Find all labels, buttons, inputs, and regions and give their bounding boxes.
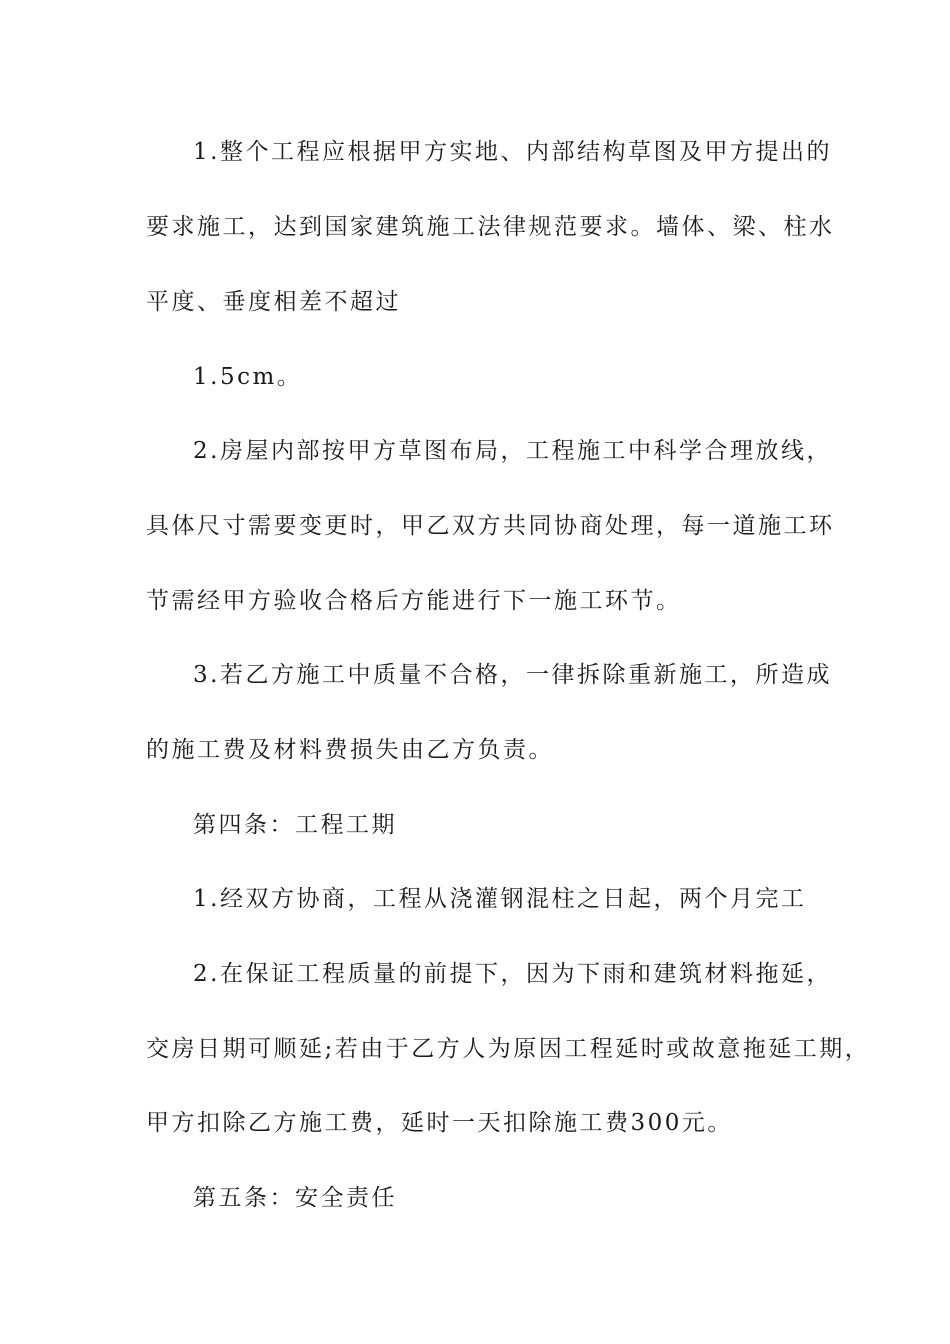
clause-3-item-1-line-1: 1.整个工程应根据甲方实地、内部结构草图及甲方提出的 — [193, 139, 832, 165]
clause-4-item-2-line-3: 甲方扣除乙方施工费，延时一天扣除施工费300元。 — [146, 1110, 733, 1136]
clause-4-item-1: 1.经双方协商，工程从浇灌钢混柱之日起，两个月完工 — [193, 886, 807, 912]
clause-3-item-1-line-2: 要求施工，达到国家建筑施工法律规范要求。墙体、梁、柱水 — [146, 214, 835, 240]
clause-4-item-2-line-2: 交房日期可顺延;若由于乙方人为原因工程延时或故意拖延工期， — [146, 1036, 871, 1062]
clause-3-item-2-line-2: 具体尺寸需要变更时，甲乙双方共同协商处理，每一道施工环 — [146, 513, 835, 539]
clause-3-item-1-line-3: 平度、垂度相差不超过 — [146, 289, 401, 315]
clause-3-item-3-line-2: 的施工费及材料费损失由乙方负责。 — [146, 737, 554, 763]
clause-4-item-2-line-1: 2.在保证工程质量的前提下，因为下雨和建筑材料拖延， — [193, 961, 832, 987]
clause-5-heading: 第五条：安全责任 — [193, 1185, 397, 1211]
clause-3-item-2-line-3: 节需经甲方验收合格后方能进行下一施工环节。 — [146, 588, 682, 614]
clause-3-item-1-line-4: 1.5cm。 — [193, 364, 303, 390]
clause-4-heading: 第四条：工程工期 — [193, 812, 397, 838]
clause-3-item-3-line-1: 3.若乙方施工中质量不合格，一律拆除重新施工，所造成 — [193, 662, 832, 688]
clause-3-item-2-line-1: 2.房屋内部按甲方草图布局，工程施工中科学合理放线， — [193, 438, 832, 464]
